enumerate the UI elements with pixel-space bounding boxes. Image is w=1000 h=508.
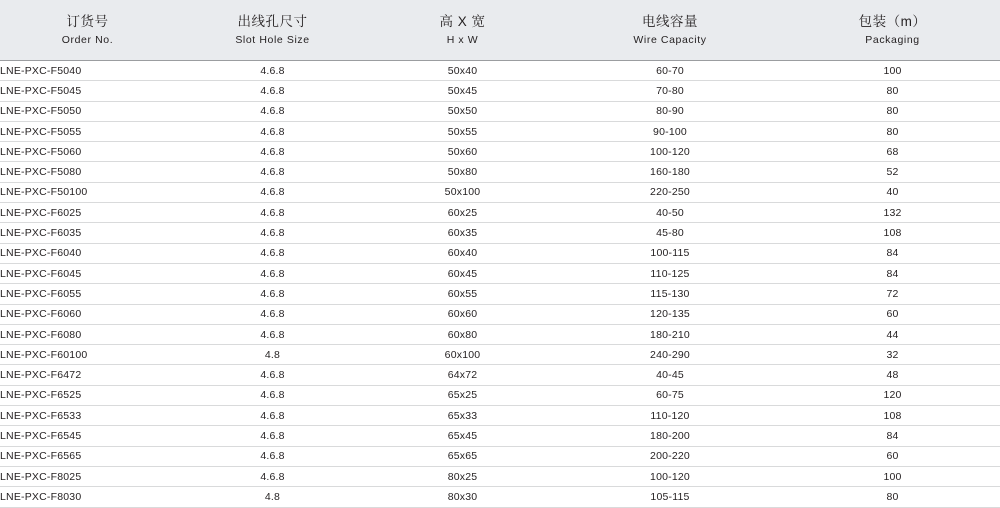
cell-order-no: LNE-PXC-F8030: [0, 487, 175, 507]
cell-order-no: LNE-PXC-F6533: [0, 406, 175, 426]
cell-hxw: 80x25: [370, 466, 555, 486]
cell-packaging: 48: [785, 365, 1000, 385]
cell-order-no: LNE-PXC-F5045: [0, 81, 175, 101]
cell-order-no: LNE-PXC-F5060: [0, 142, 175, 162]
cell-packaging: 40: [785, 182, 1000, 202]
cell-wire-capacity: 40-45: [555, 365, 785, 385]
table-row: [0, 406, 1000, 426]
cell-wire-capacity: 180-210: [555, 324, 785, 344]
cell-packaging: 60: [785, 446, 1000, 466]
cell-packaging: 100: [785, 61, 1000, 81]
cell-hxw: 60x55: [370, 284, 555, 304]
cell-packaging: 120: [785, 385, 1000, 405]
column-header-order-no-en: Order No.: [61, 34, 114, 46]
cell-wire-capacity: 180-200: [555, 426, 785, 446]
column-header-hxw-cn: 高 X 宽: [439, 13, 486, 29]
cell-slot-hole-size: 4.6.8: [175, 182, 370, 202]
column-header-order-no-cn: 订货号: [66, 13, 109, 29]
cell-packaging: 84: [785, 263, 1000, 283]
column-header-packaging-cn: 包装（m）: [858, 13, 927, 29]
cell-packaging: 60: [785, 304, 1000, 324]
table-row: [0, 203, 1000, 223]
cell-packaging: 68: [785, 142, 1000, 162]
cell-wire-capacity: 100-115: [555, 243, 785, 263]
cell-hxw: 60x80: [370, 324, 555, 344]
table-row: [0, 284, 1000, 304]
cell-order-no: LNE-PXC-F6045: [0, 263, 175, 283]
cell-order-no: LNE-PXC-F6040: [0, 243, 175, 263]
table-row: [0, 487, 1000, 507]
table-row: [0, 446, 1000, 466]
cell-slot-hole-size: 4.6.8: [175, 365, 370, 385]
cell-hxw: 64x72: [370, 365, 555, 385]
cell-wire-capacity: 240-290: [555, 345, 785, 365]
cell-hxw: 60x100: [370, 345, 555, 365]
cell-hxw: 50x50: [370, 101, 555, 121]
cell-hxw: 65x45: [370, 426, 555, 446]
cell-hxw: 60x35: [370, 223, 555, 243]
cell-packaging: 52: [785, 162, 1000, 182]
cell-slot-hole-size: 4.6.8: [175, 101, 370, 121]
cell-hxw: 50x40: [370, 61, 555, 81]
table-row: [0, 466, 1000, 486]
cell-packaging: 80: [785, 487, 1000, 507]
table-row: [0, 61, 1000, 81]
table-row: [0, 385, 1000, 405]
header-row: [0, 0, 1000, 61]
column-header-wire-capacity-en: Wire Capacity: [633, 34, 707, 46]
cell-wire-capacity: 70-80: [555, 81, 785, 101]
cell-wire-capacity: 220-250: [555, 182, 785, 202]
cell-packaging: 80: [785, 121, 1000, 141]
cell-hxw: 50x55: [370, 121, 555, 141]
table-row: [0, 101, 1000, 121]
cell-packaging: 72: [785, 284, 1000, 304]
cell-slot-hole-size: 4.6.8: [175, 243, 370, 263]
cell-packaging: 32: [785, 345, 1000, 365]
cell-order-no: LNE-PXC-F6035: [0, 223, 175, 243]
cell-packaging: 108: [785, 406, 1000, 426]
cell-order-no: LNE-PXC-F5080: [0, 162, 175, 182]
table-row: [0, 121, 1000, 141]
cell-slot-hole-size: 4.6.8: [175, 61, 370, 81]
table-row: [0, 182, 1000, 202]
cell-hxw: 65x65: [370, 446, 555, 466]
cell-slot-hole-size: 4.6.8: [175, 385, 370, 405]
cell-slot-hole-size: 4.6.8: [175, 203, 370, 223]
cell-order-no: LNE-PXC-F5050: [0, 101, 175, 121]
cell-order-no: LNE-PXC-F6545: [0, 426, 175, 446]
cell-order-no: LNE-PXC-F6060: [0, 304, 175, 324]
cell-order-no: LNE-PXC-F5040: [0, 61, 175, 81]
cell-order-no: LNE-PXC-F6055: [0, 284, 175, 304]
cell-slot-hole-size: 4.6.8: [175, 304, 370, 324]
cell-order-no: LNE-PXC-F50100: [0, 182, 175, 202]
table-row: [0, 142, 1000, 162]
cell-slot-hole-size: 4.6.8: [175, 446, 370, 466]
table-row: [0, 345, 1000, 365]
cell-hxw: 50x80: [370, 162, 555, 182]
cell-order-no: LNE-PXC-F6565: [0, 446, 175, 466]
cell-hxw: 65x33: [370, 406, 555, 426]
cell-packaging: 80: [785, 81, 1000, 101]
cell-slot-hole-size: 4.8: [175, 345, 370, 365]
column-header-slot-hole-size-en: Slot Hole Size: [235, 34, 310, 46]
cell-wire-capacity: 90-100: [555, 121, 785, 141]
column-header-slot-hole-size: [175, 0, 370, 61]
cell-slot-hole-size: 4.6.8: [175, 81, 370, 101]
cell-hxw: 60x25: [370, 203, 555, 223]
cell-wire-capacity: 80-90: [555, 101, 785, 121]
cell-order-no: LNE-PXC-F6025: [0, 203, 175, 223]
cell-packaging: 100: [785, 466, 1000, 486]
cell-slot-hole-size: 4.6.8: [175, 223, 370, 243]
cell-packaging: 108: [785, 223, 1000, 243]
cell-wire-capacity: 45-80: [555, 223, 785, 243]
cell-wire-capacity: 60-75: [555, 385, 785, 405]
cell-wire-capacity: 40-50: [555, 203, 785, 223]
cell-wire-capacity: 105-115: [555, 487, 785, 507]
table-row: [0, 304, 1000, 324]
table-row: [0, 223, 1000, 243]
cell-hxw: 60x40: [370, 243, 555, 263]
cell-wire-capacity: 100-120: [555, 142, 785, 162]
table-row: [0, 426, 1000, 446]
table-body: [0, 61, 1000, 508]
cell-hxw: 50x60: [370, 142, 555, 162]
cell-order-no: LNE-PXC-F8025: [0, 466, 175, 486]
cell-hxw: 80x30: [370, 487, 555, 507]
cell-hxw: 60x45: [370, 263, 555, 283]
cell-slot-hole-size: 4.6.8: [175, 121, 370, 141]
cell-order-no: LNE-PXC-F60100: [0, 345, 175, 365]
cell-order-no: LNE-PXC-F6080: [0, 324, 175, 344]
column-header-wire-capacity-cn: 电线容量: [642, 13, 698, 29]
cell-packaging: 84: [785, 243, 1000, 263]
cell-wire-capacity: 110-120: [555, 406, 785, 426]
column-header-hxw: [370, 0, 555, 61]
cell-hxw: 65x25: [370, 385, 555, 405]
cell-packaging: 84: [785, 426, 1000, 446]
table-row: [0, 324, 1000, 344]
column-header-order-no: [0, 0, 175, 61]
cell-slot-hole-size: 4.6.8: [175, 406, 370, 426]
table-row: [0, 81, 1000, 101]
table-row: [0, 263, 1000, 283]
cell-order-no: LNE-PXC-F5055: [0, 121, 175, 141]
cell-slot-hole-size: 4.8: [175, 487, 370, 507]
cell-slot-hole-size: 4.6.8: [175, 263, 370, 283]
cell-hxw: 50x45: [370, 81, 555, 101]
table-row: [0, 162, 1000, 182]
cell-slot-hole-size: 4.6.8: [175, 162, 370, 182]
cell-hxw: 60x60: [370, 304, 555, 324]
cell-slot-hole-size: 4.6.8: [175, 142, 370, 162]
table-row: [0, 243, 1000, 263]
cell-order-no: LNE-PXC-F6472: [0, 365, 175, 385]
cell-slot-hole-size: 4.6.8: [175, 426, 370, 446]
column-header-wire-capacity: [555, 0, 785, 61]
cell-packaging: 80: [785, 101, 1000, 121]
table-row: [0, 365, 1000, 385]
cell-order-no: LNE-PXC-F6525: [0, 385, 175, 405]
cell-wire-capacity: 160-180: [555, 162, 785, 182]
cell-wire-capacity: 110-125: [555, 263, 785, 283]
column-header-hxw-en: H x W: [446, 34, 479, 46]
table-header: [0, 0, 1000, 61]
cell-wire-capacity: 200-220: [555, 446, 785, 466]
cell-slot-hole-size: 4.6.8: [175, 466, 370, 486]
cell-wire-capacity: 60-70: [555, 61, 785, 81]
cell-wire-capacity: 120-135: [555, 304, 785, 324]
cell-hxw: 50x100: [370, 182, 555, 202]
column-header-packaging: [785, 0, 1000, 61]
cell-slot-hole-size: 4.6.8: [175, 324, 370, 344]
column-header-slot-hole-size-cn: 出线孔尺寸: [237, 13, 308, 29]
cell-packaging: 44: [785, 324, 1000, 344]
cell-packaging: 132: [785, 203, 1000, 223]
cell-slot-hole-size: 4.6.8: [175, 284, 370, 304]
column-header-packaging-en: Packaging: [865, 34, 920, 46]
cell-wire-capacity: 100-120: [555, 466, 785, 486]
cell-wire-capacity: 115-130: [555, 284, 785, 304]
